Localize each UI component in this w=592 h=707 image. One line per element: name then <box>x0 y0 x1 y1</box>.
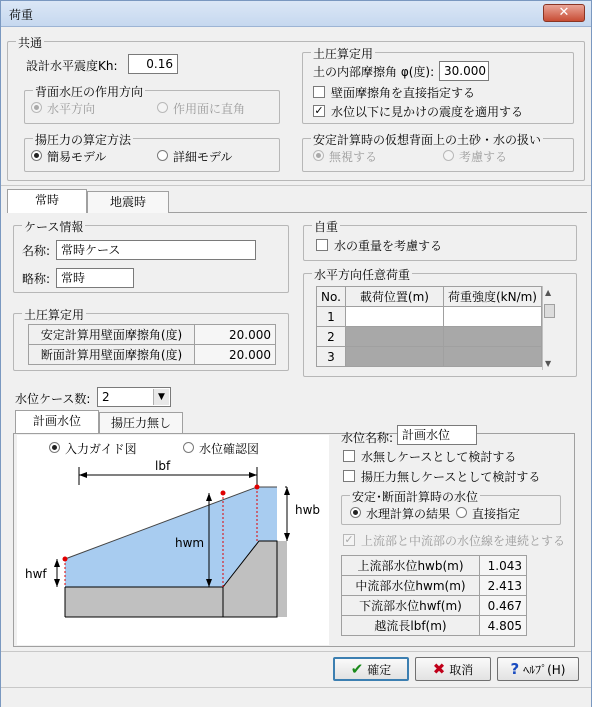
hwb-row-label: 上流部水位hwb(m) <box>342 556 480 576</box>
input-guide-label: 入力ガイド図 <box>65 442 137 456</box>
earth-pressure-legend: 土圧算定用 <box>313 47 374 61</box>
scroll-thumb[interactable] <box>544 304 555 318</box>
tab-seismic[interactable]: 地震時 <box>87 191 169 213</box>
case-short-input[interactable]: 常時 <box>56 268 134 288</box>
water-case-select[interactable]: 2 <box>97 387 171 407</box>
col-intensity: 荷重強度(kN/m) <box>443 287 541 307</box>
case-info-legend: ケース情報 <box>24 220 84 234</box>
cross-icon: ✖ <box>432 660 446 678</box>
kh-input[interactable]: 0.16 <box>128 54 178 74</box>
horizontal-load-group <box>303 268 577 377</box>
position-cell[interactable] <box>345 347 443 367</box>
apparent-seismic-checkbox[interactable]: ✓ <box>314 104 324 117</box>
col-position: 載荷位置(m) <box>345 287 443 307</box>
hwm-label: hwm <box>175 536 205 550</box>
table-row[interactable] <box>317 307 542 327</box>
hwb-row-value: 1.043 <box>480 556 527 576</box>
stability-ignore-radio[interactable] <box>313 150 324 161</box>
case-info-group <box>13 220 289 293</box>
case-short-label: 略称: <box>22 272 51 286</box>
help-button[interactable] <box>497 657 579 681</box>
button-separator <box>1 651 591 652</box>
case-name-label: 名称: <box>22 244 51 258</box>
common-legend: 共通 <box>18 36 43 50</box>
common-group <box>7 36 585 181</box>
stability-friction-label: 安定計算用壁面摩擦角(度) <box>29 325 195 345</box>
lbf-row-value: 4.805 <box>480 616 527 636</box>
table-row <box>342 596 527 616</box>
direct-specify-radio[interactable] <box>456 507 467 518</box>
stability-legend: 安定計算時の仮想背面上の土砂・水の扱い <box>313 133 542 147</box>
title-bar <box>1 1 591 27</box>
cancel-label: 取消 <box>449 663 474 677</box>
window-title: 荷重 <box>9 8 34 22</box>
stability-consider-label: 考慮する <box>459 150 508 164</box>
back-pressure-group <box>24 85 280 124</box>
continuous-line-label: 上流部と中流部の水位線を連続とする <box>361 534 566 548</box>
position-cell[interactable] <box>345 307 443 327</box>
no-uplift-checkbox[interactable] <box>343 470 355 482</box>
help-icon: ? <box>510 660 520 678</box>
diagram-area <box>17 435 329 645</box>
intensity-cell[interactable] <box>443 307 541 327</box>
stability-consider-radio[interactable] <box>443 150 454 161</box>
help-label: ﾍﾙﾌﾟ(H) <box>523 663 566 677</box>
water-level-table <box>341 555 527 636</box>
uplift-detailed-label: 詳細モデル <box>173 150 233 164</box>
scroll-up-icon[interactable]: ▲ <box>545 288 552 297</box>
col-no: No. <box>317 287 346 307</box>
water-case-label: 水位ケース数: <box>15 392 91 406</box>
table-scrollbar[interactable] <box>542 286 556 370</box>
tab-normal[interactable]: 常時 <box>7 189 87 213</box>
no-uplift-label: 揚圧力無しケースとして検討する <box>361 470 541 484</box>
check-icon: ✔ <box>350 660 364 678</box>
intensity-cell[interactable] <box>443 327 541 347</box>
uplift-simple-label: 簡易モデル <box>47 150 107 164</box>
ok-button[interactable] <box>333 657 409 681</box>
close-button[interactable]: ✕ <box>543 4 585 22</box>
back-pressure-perpendicular-label: 作用面に直角 <box>173 102 246 116</box>
hwm-marker <box>221 491 226 496</box>
hwf-marker <box>63 557 68 562</box>
status-bar <box>1 687 591 707</box>
stability-friction-value[interactable]: 20.000 <box>195 325 276 345</box>
direct-specify-label: 直接指定 <box>472 507 521 521</box>
water-weight-checkbox[interactable] <box>316 239 328 251</box>
no-water-checkbox[interactable] <box>343 450 355 462</box>
horizontal-load-table <box>316 286 542 367</box>
horizontal-load-legend: 水平方向任意荷重 <box>314 268 411 282</box>
table-row <box>342 556 527 576</box>
stability-ignore-label: 無視する <box>329 150 378 164</box>
uplift-group <box>24 133 280 172</box>
table-row[interactable] <box>317 347 542 367</box>
row-number: 3 <box>317 347 346 367</box>
channel-diagram <box>17 457 329 645</box>
earth-pressure-group <box>302 47 574 124</box>
section-friction-label: 断面計算用壁面摩擦角(度) <box>29 345 195 365</box>
wall-friction-checkbox[interactable] <box>313 86 325 98</box>
earth-pressure-case-legend: 土圧算定用 <box>24 308 85 322</box>
lbf-label: lbf <box>155 459 171 473</box>
position-cell[interactable] <box>345 327 443 347</box>
hwf-label: hwf <box>25 567 47 581</box>
hydraulic-result-radio[interactable] <box>350 507 361 518</box>
continuous-line-checkbox[interactable]: ✓ <box>344 533 354 546</box>
apparent-seismic-label: 水位以下に見かけの震度を適用する <box>331 105 524 119</box>
cancel-button[interactable] <box>415 657 491 681</box>
self-weight-legend: 自重 <box>314 220 339 234</box>
phi-label: 土の内部摩擦角 φ(度): <box>313 65 435 79</box>
uplift-simple-radio[interactable] <box>31 150 42 161</box>
tab-no-uplift[interactable]: 揚圧力無し <box>99 412 183 434</box>
water-check-label: 水位確認図 <box>199 442 260 456</box>
earth-pressure-case-group <box>13 308 289 371</box>
uplift-legend: 揚圧力の算定方法 <box>35 133 132 147</box>
back-pressure-perpendicular-radio[interactable] <box>157 102 168 113</box>
scroll-down-icon[interactable]: ▼ <box>545 359 552 368</box>
input-guide-radio[interactable] <box>49 442 60 453</box>
ok-label: 確定 <box>367 663 392 677</box>
water-level-source-legend: 安定･断面計算時の水位 <box>352 490 479 504</box>
phi-input[interactable]: 30.000 <box>439 61 489 81</box>
back-pressure-horizontal-radio[interactable] <box>31 102 42 113</box>
stability-group <box>302 133 574 172</box>
hwb-marker <box>255 485 260 490</box>
tab-baseline <box>169 212 587 213</box>
separator <box>1 185 591 186</box>
hwb-label: hwb <box>295 503 321 517</box>
water-check-radio[interactable] <box>183 442 194 453</box>
hwf-row-label: 下流部水位hwf(m) <box>342 596 480 616</box>
self-weight-group <box>303 220 577 261</box>
hwf-row-value: 0.467 <box>480 596 527 616</box>
back-pressure-horizontal-label: 水平方向 <box>47 102 96 116</box>
intensity-cell[interactable] <box>443 347 541 367</box>
hydraulic-result-label: 水理計算の結果 <box>366 507 451 521</box>
back-pressure-legend: 背面水圧の作用方向 <box>35 85 144 99</box>
row-number: 2 <box>317 327 346 347</box>
lbf-row-label: 越流長lbf(m) <box>342 616 480 636</box>
water-name-input[interactable]: 計画水位 <box>397 425 477 445</box>
water-weight-label: 水の重量を考慮する <box>334 239 443 253</box>
kh-label: 設計水平震度Kh: <box>26 59 118 73</box>
hwm-row-label: 中流部水位hwm(m) <box>342 576 480 596</box>
no-water-label: 水無しケースとして検討する <box>361 450 517 464</box>
uplift-detailed-radio[interactable] <box>157 150 168 161</box>
chevron-down-icon[interactable]: ▼ <box>153 389 169 405</box>
hwm-row-value: 2.413 <box>480 576 527 596</box>
case-name-input[interactable]: 常時ケース <box>56 240 256 260</box>
row-number: 1 <box>317 307 346 327</box>
table-row[interactable] <box>317 327 542 347</box>
water-name-label: 水位名称: <box>341 431 394 445</box>
table-row <box>342 576 527 596</box>
water-level-source-group <box>341 490 561 525</box>
table-row <box>342 616 527 636</box>
tab-planned-level[interactable]: 計画水位 <box>15 410 99 434</box>
section-friction-value[interactable]: 20.000 <box>195 345 276 365</box>
friction-table <box>28 324 276 365</box>
wall-friction-label: 壁面摩擦角を直接指定する <box>331 86 476 100</box>
